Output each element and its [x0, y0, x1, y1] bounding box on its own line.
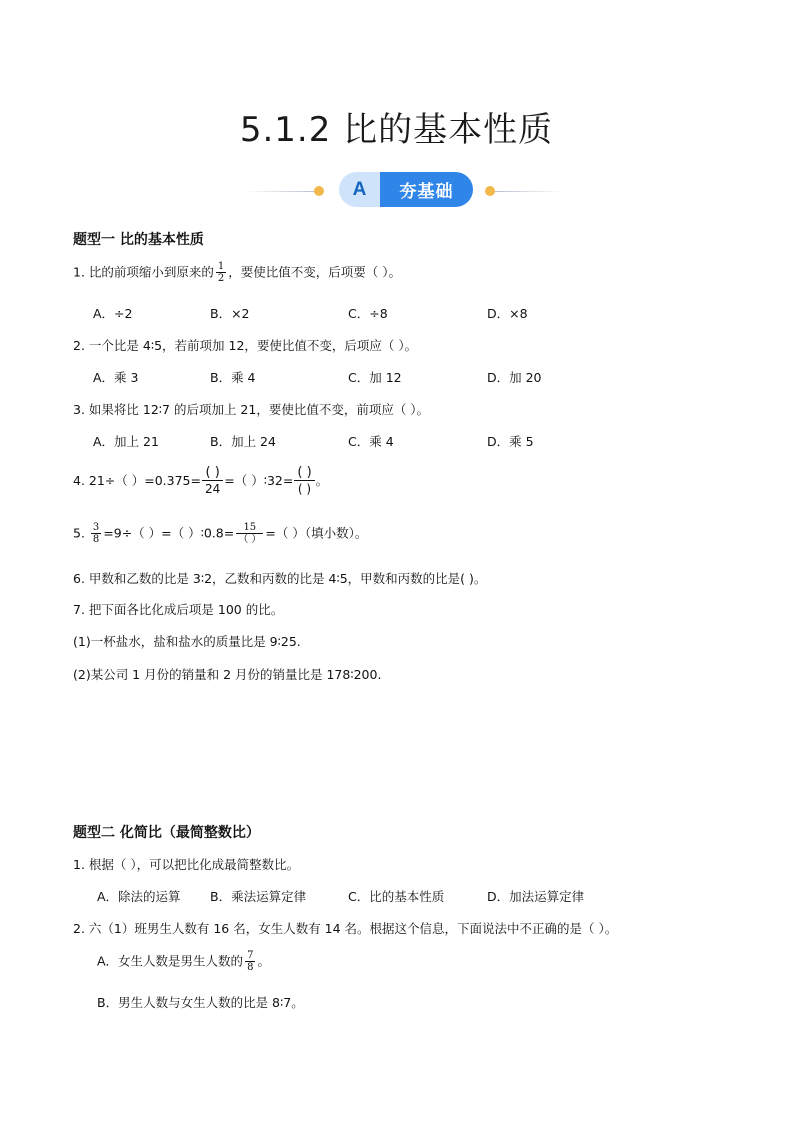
question-5-fraction-1	[91, 523, 101, 545]
fraction-denominator: 24	[202, 480, 223, 496]
question-4-fraction-1	[202, 466, 223, 496]
s2q1-option-a: A．除法的运算	[97, 889, 181, 904]
question-7-sub-2: (2)某公司 1 月份的销量和 2 月份的销量比是 178∶200.	[73, 667, 382, 682]
banner-dot-right	[485, 186, 495, 196]
s2q2-option-a	[97, 951, 270, 973]
q1-option-d: D．×8	[487, 306, 528, 321]
question-5-fraction-2	[236, 523, 263, 545]
badge-letter: A	[339, 172, 380, 207]
question-5	[73, 523, 367, 545]
section-badge	[339, 172, 473, 207]
question-4	[73, 466, 328, 496]
question-4-post: 。	[315, 472, 329, 488]
question-7-sub-1: (1)一杯盐水，盐和盐水的质量比是 9∶25.	[73, 634, 301, 649]
q2-option-a: A．乘 3	[93, 370, 139, 385]
question-7: 7. 把下面各比化成后项是 100 的比。	[73, 602, 284, 617]
question-2: 2. 一个比是 4∶5，若前项加 12，要使比值不变，后项应（ ）。	[73, 338, 418, 353]
question-1	[73, 262, 401, 284]
q3-option-c: C．乘 4	[348, 434, 394, 449]
banner-dot-left	[314, 186, 324, 196]
banner-line-left	[245, 191, 315, 192]
option-a-post: 。	[257, 953, 270, 969]
question-5-post: =（ ）（填小数）。	[265, 525, 368, 541]
banner-line-right	[495, 191, 565, 192]
q3-option-b: B．加上 24	[210, 434, 276, 449]
s2q1-option-b: B．乘法运算定律	[210, 889, 307, 904]
q2-option-b: B．乘 4	[210, 370, 256, 385]
fraction-denominator: 8	[92, 534, 100, 545]
q2-option-d: D．加 20	[487, 370, 542, 385]
option-a-pre: A．女生人数是男生人数的	[97, 953, 244, 969]
question-6: 6. 甲数和乙数的比是 3∶2，乙数和丙数的比是 4∶5，甲数和丙数的比是( )。	[73, 571, 487, 586]
badge-label: 夯基础	[380, 172, 473, 207]
question-3: 3. 如果将比 12∶7 的后项加上 21，要使比值不变，前项应（ ）。	[73, 402, 430, 417]
fraction-numerator: 7	[247, 950, 254, 961]
section-1-title: 题型一 比的基本性质	[73, 232, 204, 248]
question-4-mid: =（ ）∶32=	[224, 472, 294, 488]
fraction-numerator: ( )	[297, 465, 312, 480]
page-title: 5.1.2 比的基本性质	[239, 110, 554, 150]
fraction-denominator: 2	[217, 273, 225, 284]
s2-question-1: 1. 根据（ ），可以把比化成最简整数比。	[73, 857, 300, 872]
question-1-pre: 1. 比的前项缩小到原来的	[73, 264, 214, 280]
q1-option-a: A．÷2	[93, 306, 133, 321]
question-5-mid: =9÷（ ）=（ ）∶0.8=	[103, 525, 235, 541]
q1-option-b: B．×2	[210, 306, 250, 321]
fraction-denominator: （ ）	[238, 534, 262, 545]
section-2-title: 题型二 化简比（最简整数比）	[73, 825, 260, 841]
question-1-post: ，要使比值不变，后项要（ ）。	[228, 264, 402, 280]
s2q1-option-d: D．加法运算定律	[487, 889, 585, 904]
fraction-numerator: 3	[92, 522, 100, 533]
fraction-denominator: ( )	[294, 480, 314, 496]
fraction-numerator: 15	[243, 522, 257, 533]
question-1-fraction	[216, 262, 226, 284]
q3-option-a: A．加上 21	[93, 434, 159, 449]
question-4-fraction-2	[294, 466, 314, 496]
fraction-numerator: ( )	[205, 465, 220, 480]
q1-option-c: C．÷8	[348, 306, 388, 321]
option-a-fraction	[245, 951, 255, 973]
question-4-pre: 4. 21÷（ ）=0.375=	[73, 472, 201, 488]
s2q1-option-c: C．比的基本性质	[348, 889, 445, 904]
fraction-denominator: 8	[247, 962, 254, 973]
q2-option-c: C．加 12	[348, 370, 402, 385]
fraction-numerator: 1	[217, 261, 225, 272]
q3-option-d: D．乘 5	[487, 434, 534, 449]
s2-question-2: 2. 六（1）班男生人数有 16 名，女生人数有 14 名。根据这个信息，下面说法中不正确的是（ ）。	[73, 921, 618, 936]
question-5-pre: 5.	[73, 525, 89, 541]
s2q2-option-b: B．男生人数与女生人数的比是 8∶7。	[97, 995, 304, 1010]
